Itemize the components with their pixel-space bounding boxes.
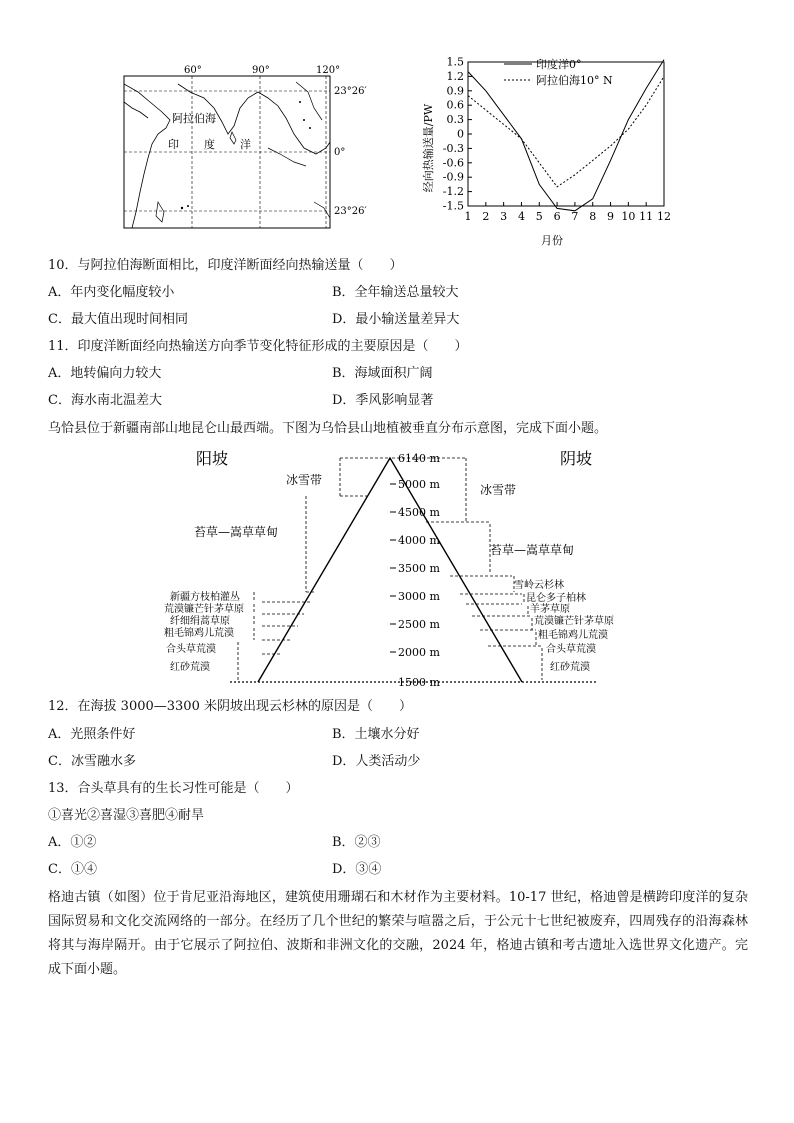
sunny-zone-sympegma-desert: 合头草荒漠 [166,644,216,655]
altitude-2000: 2000 m [398,646,440,659]
altitude-2500: 2500 m [398,618,440,631]
x-tick-label: 2 [482,210,490,223]
y-tick-label: -1.2 [442,185,464,199]
shady-zone-ice-snow: 冰雪带 [480,483,517,497]
y-tick-label: 0.3 [446,113,464,127]
x-tick-label: 6 [553,210,561,223]
q12-stem: 12．在海拔 3000—3300 米阴坡出现云杉林的原因是（ ） [48,699,412,714]
sunny-zone-seriphidium-steppe: 纤细绢蒿草原 [170,616,230,627]
q10-option-a[interactable]: A．年内变化幅度较小 [48,285,175,300]
x-tick-label: 11 [639,210,654,223]
map-label-du: 度 [204,138,215,151]
q12-option-a[interactable]: A．光照条件好 [48,727,136,742]
q12-option-b[interactable]: B．土壤水分好 [332,727,420,742]
map-lat-north: 23°26′ [334,86,367,97]
shady-zone-meadow: 苔草—嵩草草甸 [490,543,575,557]
y-tick-label: 1.2 [446,69,464,83]
sunny-zone-juniper-shrub: 新疆方枝柏灌丛 [170,592,240,603]
altitude-3500: 3500 m [398,562,440,575]
q11-option-a[interactable]: A．地转偏向力较大 [48,366,162,381]
q13-option-d[interactable]: D．③④ [332,862,382,877]
map-label-arabian-sea: 阿拉伯海 [172,112,216,125]
series-line-1 [468,76,664,186]
q11-stem: 11．印度洋断面经向热输送方向季节变化特征形成的主要原因是（ ） [48,339,468,354]
altitude-3000: 3000 m [398,590,440,603]
q12-option-c[interactable]: C．冰雪融水多 [48,754,136,769]
indian-ocean-map [118,62,408,234]
altitude-6140: 6140 m [398,452,440,465]
chart-ylabel: 经向热输送量/PW [422,103,435,193]
q10-option-b[interactable]: B．全年输送总量较大 [332,285,459,300]
q10-option-c[interactable]: C．最大值出现时间相同 [48,312,188,327]
x-tick-label: 12 [657,210,671,223]
map-label-yang: 洋 [240,138,251,151]
y-tick-label: -0.9 [442,170,464,184]
shady-zone-sympegma-desert: 合头草荒漠 [546,644,596,655]
y-tick-label: 0.9 [446,84,464,98]
heat-transport-chart [418,48,678,254]
altitude-5000: 5000 m [398,478,440,491]
sunny-slope-title: 阳坡 [196,449,229,468]
x-tick-label: 10 [621,210,636,223]
y-tick-label: 1.5 [446,55,464,69]
map-lon-120: 120° [316,65,341,76]
sunny-zone-stipa-steppe: 荒漠镰芒针茅草原 [164,604,244,615]
y-tick-label: -0.3 [442,141,464,155]
q11-option-b[interactable]: B．海域面积广阔 [332,366,433,381]
x-tick-label: 1 [464,210,472,223]
y-tick-label: -0.6 [442,156,464,170]
x-tick-label: 9 [607,210,615,223]
q11-option-c[interactable]: C．海水南北温差大 [48,393,162,408]
intro-gedi: 格迪古镇（如图）位于肯尼亚沿海地区，建筑使用珊瑚石和木材作为主要材料。10-17 世纪，格迪曾是横跨印度洋的复杂国际贸易和文化交流网络的一部分。在经历了几个世纪的繁荣与喧嚣之后，于公元十七世纪被废弃，四周残存的沿海森林将其与海岸隔开。由于它展示了阿拉伯、波斯和非洲文化的交融，2024 年，格迪古镇和考古遗址入选世界文化遗产。完成下面小题。 [48,890,748,977]
shady-zone-spruce-forest: 雪岭云杉林 [514,580,564,591]
altitude-4000: 4000 m [398,534,440,547]
q11-option-d[interactable]: D．季风影响显著 [332,393,434,408]
shady-zone-caragana-desert: 粗毛锦鸡儿荒漠 [538,630,608,641]
q13-options-line: ①喜光②喜湿③喜肥④耐旱 [48,808,205,823]
y-tick-label: 0.6 [446,98,464,112]
x-tick-label: 7 [571,210,579,223]
q13-option-b[interactable]: B．②③ [332,835,381,850]
sunny-zone-reaumuria-desert: 红砂荒漠 [170,662,210,673]
legend-label-arabian-sea: 阿拉伯海10° N [536,74,613,87]
shady-zone-reaumuria-desert: 红砂荒漠 [550,662,590,673]
q13-stem: 13．合头草具有的生长习性可能是（ ） [48,781,299,796]
q12-option-d[interactable]: D．人类活动少 [332,754,421,769]
altitude-4500: 4500 m [398,506,440,519]
shady-slope-title: 阴坡 [560,449,593,468]
map-lon-60: 60° [184,65,202,76]
q13-option-a[interactable]: A．①② [48,835,97,850]
x-tick-label: 5 [535,210,543,223]
vegetation-zonation-diagram [150,444,630,692]
x-tick-label: 3 [500,210,508,223]
map-lat-south: 23°26′ [334,206,367,217]
q10-option-d[interactable]: D．最小输送量差异大 [332,312,460,327]
sunny-zone-ice-snow: 冰雪带 [286,473,323,487]
shady-zone-festuca-steppe: 羊茅草原 [530,604,570,615]
legend-label-indian-ocean: 印度洋0° [536,58,582,71]
chart-xlabel: 月份 [541,234,563,247]
intro-wuqia: 乌恰县位于新疆南部山地昆仑山最西端。下图为乌恰县山地植被垂直分布示意图，完成下面小题。 [48,421,608,436]
sunny-zone-caragana-desert: 粗毛锦鸡儿荒漠 [164,628,234,639]
shady-zone-stipa-steppe: 荒漠镰芒针茅草原 [534,616,614,627]
q13-option-c[interactable]: C．①④ [48,862,97,877]
map-lon-90: 90° [252,65,270,76]
x-tick-label: 4 [517,210,525,223]
y-tick-label: 0 [457,127,464,141]
sunny-zone-meadow: 苔草—嵩草草甸 [194,525,279,539]
shady-zone-juniper-forest: 昆仑多子柏林 [526,593,586,604]
x-tick-label: 8 [589,210,597,223]
map-lat-equator: 0° [334,147,346,158]
altitude-1500: 1500 m [398,676,440,689]
q10-stem: 10．与阿拉伯海断面相比，印度洋断面经向热输送量（ ） [48,258,403,273]
y-tick-label: -1.5 [442,199,464,213]
map-label-yin: 印 [168,138,179,151]
